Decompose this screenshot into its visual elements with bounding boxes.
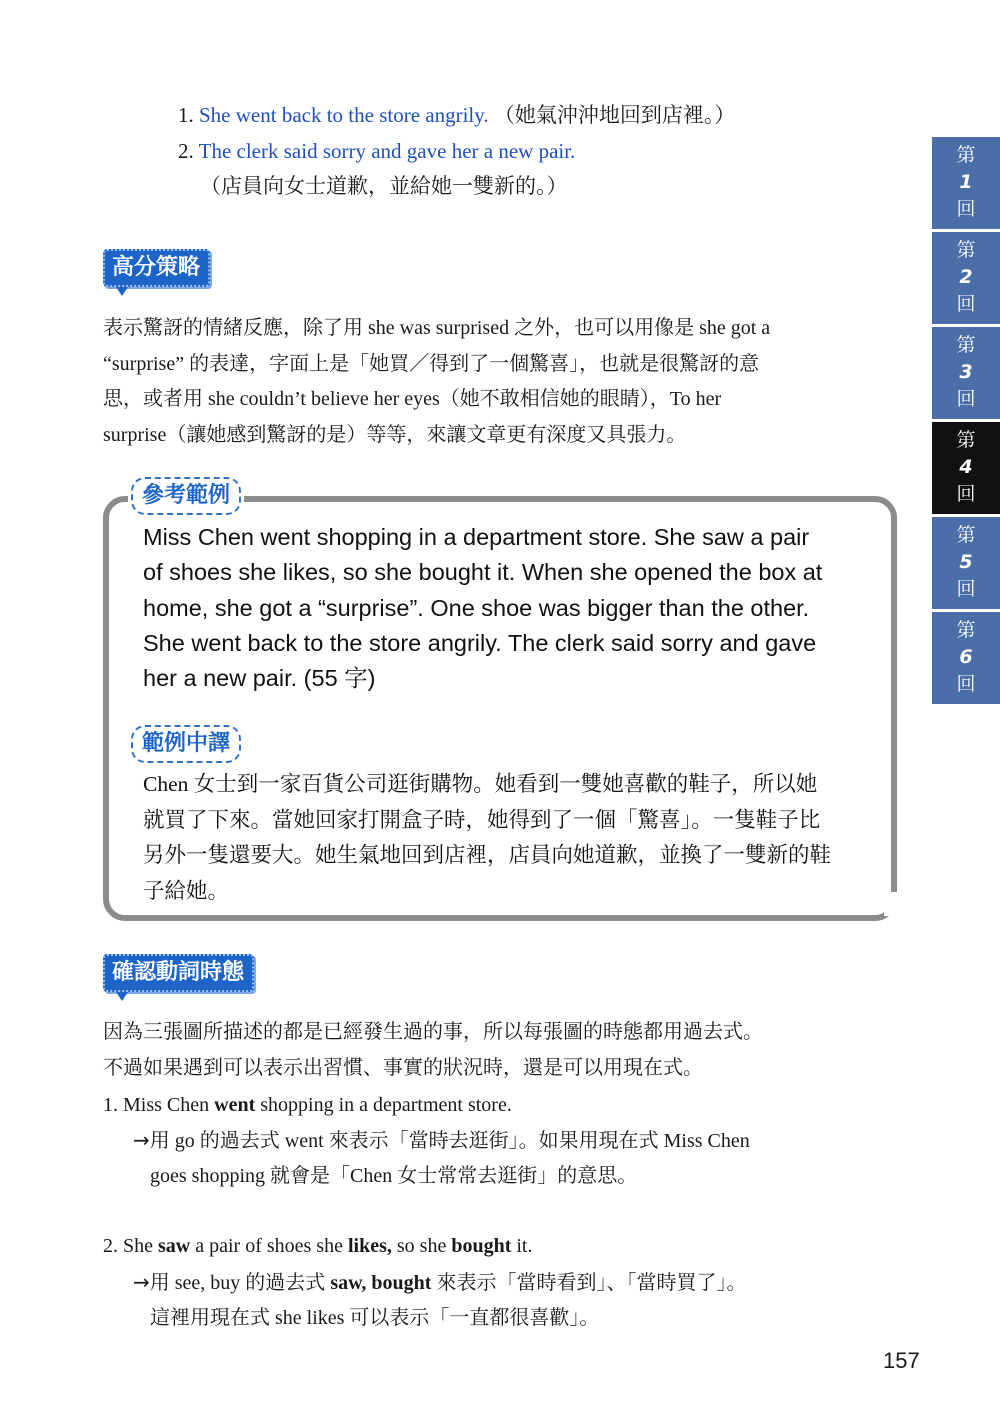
chapter-tab-2[interactable]	[932, 232, 1000, 324]
reference-line: She went back to the store angrily. The clerk said sorry and gave	[143, 629, 817, 656]
tab-top-char: 第	[956, 619, 976, 641]
reference-line: her a new pair. (55 字)	[143, 665, 376, 692]
sentence-text: shopping in a department store.	[255, 1094, 512, 1116]
page-number: 157	[883, 1348, 920, 1373]
arrow-icon: →	[133, 1128, 150, 1152]
tab-number: 1	[959, 171, 973, 193]
translation-line: 子給她。	[143, 878, 230, 903]
tense-item-1-note-2	[150, 1159, 637, 1195]
sentence-text: 2. She	[103, 1235, 158, 1257]
strategy-line: 表示驚訝的情緒反應，除了用 she was surprised 之外，也可以用像是 she got a	[103, 317, 771, 339]
example-number: 1.	[178, 103, 194, 127]
example-english: She went back to the store angrily.	[199, 103, 489, 127]
strategy-paragraph	[103, 311, 898, 453]
note-text: 這裡用現在式 she likes 可以表示「一直都很喜歡」。	[150, 1307, 600, 1329]
reference-line: home, she got a “surprise”. One shoe was bigger than the other.	[143, 594, 810, 621]
translation-paragraph	[143, 767, 898, 909]
example-number: 2.	[178, 139, 194, 163]
tense-intro-line: 因為三張圖所描述的都是已經發生過的事，所以每張圖的時態都用過去式。	[103, 1021, 763, 1043]
tense-item-2	[103, 1229, 532, 1265]
highlighted-verb: saw	[158, 1235, 191, 1257]
tense-item-2-note-2	[150, 1301, 599, 1337]
tab-number: 4	[959, 456, 973, 478]
tense-item-2-note-1	[133, 1265, 746, 1302]
reference-line: of shoes she likes, so she bought it. When she opened the box at	[143, 559, 823, 586]
strategy-line: surprise（讓她感到驚訝的是）等等，來讓文章更有深度又具張力。	[103, 423, 687, 446]
highlighted-verb: likes,	[347, 1235, 392, 1257]
example-chinese: （她氣沖沖地回到店裡。）	[493, 103, 736, 127]
tab-bottom-char: 回	[956, 483, 976, 505]
tab-top-char: 第	[956, 524, 976, 546]
tab-bottom-char: 回	[956, 578, 976, 600]
sentence-text: it.	[511, 1235, 533, 1257]
highlighted-verb: went	[214, 1094, 256, 1116]
reference-paragraph	[143, 520, 898, 696]
chapter-tab-5[interactable]	[932, 517, 1000, 609]
tense-item-1-note-1	[133, 1123, 750, 1160]
translation-line: 就買了下來。當她回家打開盒子時，她得到了一個「驚喜」。一隻鞋子比	[143, 807, 821, 832]
arrow-icon: →	[133, 1270, 150, 1294]
tab-bottom-char: 回	[956, 293, 976, 315]
note-text: 用 see, buy 的過去式	[149, 1272, 331, 1294]
tab-bottom-char: 回	[956, 673, 976, 695]
tab-top-char: 第	[956, 429, 976, 451]
sentence-text: so she	[391, 1235, 452, 1257]
tab-bottom-char: 回	[956, 198, 976, 220]
tab-number: 5	[959, 551, 973, 573]
translation-line: 另外一隻還要大。她生氣地回到店裡，店員向她道歉，並換了一雙新的鞋	[143, 843, 832, 867]
strategy-line: “surprise” 的表達，字面上是「她買／得到了一個驚喜」，也就是很驚訝的意	[103, 352, 760, 375]
example-line-2-chinese	[200, 171, 568, 201]
highlighted-verb: saw, bought	[330, 1272, 432, 1294]
chapter-tab-4[interactable]	[932, 422, 1000, 514]
note-text: 用 go 的過去式 went 來表示「當時去逛街」。如果用現在式 Miss Chen	[149, 1130, 750, 1152]
tense-item-1	[103, 1088, 512, 1124]
chapter-tab-6[interactable]	[932, 612, 1000, 704]
strategy-label-tail	[116, 287, 128, 296]
example-english: The clerk said sorry and gave her a new pair.	[198, 139, 576, 163]
strategy-line: 思，或者用 she couldn’t believe her eyes（她不敢相信她的眼睛），To her	[103, 388, 722, 410]
example-line-2	[178, 136, 575, 166]
tab-number: 3	[959, 361, 973, 383]
tab-number: 2	[959, 266, 973, 288]
tab-bottom-char: 回	[956, 388, 976, 410]
note-text: goes shopping 就會是「Chen 女士常常去逛街」的意思。	[150, 1165, 638, 1187]
example-line-1	[178, 100, 735, 130]
tab-top-char: 第	[956, 334, 976, 356]
translation-line: Chen 女士到一家百貨公司逛街購物。她看到一雙她喜歡的鞋子，所以她	[143, 772, 818, 796]
tab-top-char: 第	[956, 144, 976, 166]
reference-label: 參考範例	[131, 477, 241, 515]
sentence-text: a pair of shoes she	[190, 1235, 348, 1257]
tense-intro-line: 不過如果遇到可以表示出習慣、事實的狀況時，還是可以用現在式。	[103, 1056, 703, 1079]
tab-top-char: 第	[956, 239, 976, 261]
reference-line: Miss Chen went shopping in a department store. She saw a pair	[143, 524, 810, 550]
tab-number: 6	[959, 646, 973, 668]
translation-label: 範例中譯	[131, 725, 241, 763]
strategy-label: 高分策略	[103, 249, 210, 287]
chapter-tab-1[interactable]	[932, 137, 1000, 229]
tense-intro	[103, 1015, 903, 1086]
tense-label: 確認動詞時態	[103, 954, 254, 992]
sentence-text: 1. Miss Chen	[103, 1094, 215, 1116]
chapter-tab-3[interactable]	[932, 327, 1000, 419]
highlighted-verb: bought	[451, 1235, 512, 1257]
tense-label-tail	[116, 992, 128, 1001]
example-chinese: （店員向女士道歉，並給她一雙新的。）	[200, 174, 568, 198]
note-text: 來表示「當時看到」、「當時買了」。	[431, 1272, 747, 1294]
